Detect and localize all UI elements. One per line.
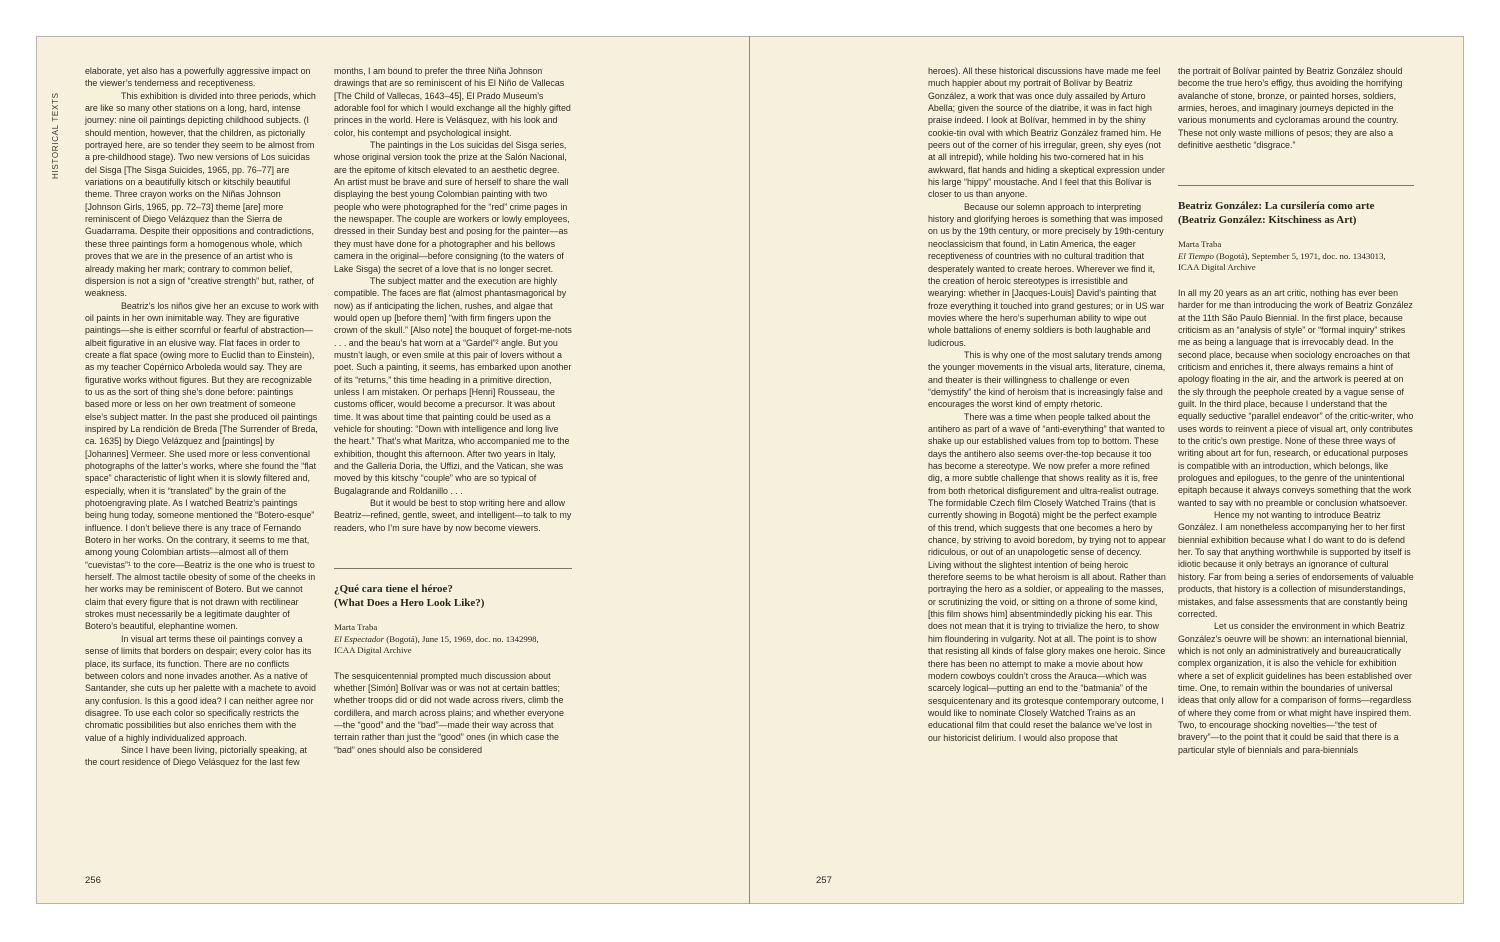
paragraph: Hence my not wanting to introduce Beatriz González. I am nonetheless accompanying her to her first biennial exhibition because what I do want to do is defend her. To say that anything worthwhile is supported by itself is idiotic because it only betrays an ignorance of cultural history. Far from being a series of endorsements of valuable products, that history is a collection of misunderstandings, mistakes, and false assessments that are constantly being corrected. xyxy=(1178,510,1414,619)
paragraph: In all my 20 years as an art critic, nothing has ever been harder for me than introducing the work of Beatriz González at the 11th São Paulo Biennial. In the first place, because criticism as an “analysis of style” or “formal inquiry” strikes me as being a language that is irrevocably dead. In the second place, because when sociology encroaches on that criticism and enriches it, there always remains a hint of apology floating in the air, and the artwork is peered at on the sly through the peephole created by a vague sense of guilt. In the third place, because I understand that the equally seductive “parallel endeavor” of the critic-writer, who uses words to reinvent a piece of visual art, only contributes to the critic’s own prestige. None of these three ways of writing about art for fun, research, or educational purposes is compatible with an introduction, which belongs, like prologues and epilogues, to the genre of the unintentional epitaph because it always conveys something that the work wanted to say with no preamble or conclusion whatsoever. xyxy=(1178,287,1414,508)
paragraph: There was a time when people talked about the antihero as part of a wave of “anti-everything” that wanted to shake up our established values from top to bottom. These days the antihero also seems over-the-top because it too has become a stereotype. We now prefer a more refined dig, a more subtle challenge that shows reality as it is, free from both rhetorical disfigurement and ultra-realist outrage. The formidable Czech film Closely Watched Trains (that is currently showing in Bogotá) might be the perfect example of this trend, which suggests that one becomes a hero by chance, by striving to avoid boredom, by trying not to appear ridiculous, or out of an unapologetic sense of decency. Living without the slightest intention of being heroic therefore seems to be what heroism is all about. Rather than portraying the hero as a soldier, or appealing to the masses, or scrutinizing the void, or sitting on a throne of some kind, [this film shows him] absentmindedly picking his ear. This does not mean that it is trying to trivialize the hero, to show him floundering in vulgarity. Not at all. The point is to show that resisting all kinds of false glory makes one heroic. Since there has been no attempt to make a movie about how modern cowboys couldn’t cross the Arauca—which was scarcely logical—putting an end to the “batmania” of the sesquicentenary and its grotesque contemporary outcome, I would like to nominate Closely Watched Trains as an educational film that could reset the balance we’ve lost in our historicist delirium. I would also propose that xyxy=(928,411,1166,743)
paragraph: elaborate, yet also has a powerfully aggressive impact on the viewer’s tenderness and receptiveness. xyxy=(85,66,311,89)
paragraph: Beatriz’s los niños give her an excuse to work with oil paints in her own inimitable way. They are figurative paintings—she is either scornful or fearful of abstraction—albeit figurative in an elusive way. Flat faces in order to create a flat space (owing more to Euclid than to Einstein), as my teacher Copérnico Arboleda would say. They are figurative works without figures. But they are recognizable to us as the sort of thing she’s done before: paintings based more or less on her own treatment of someone else’s subject matter. In the past she produced oil paintings inspired by La rendición de Breda [The Surrender of Breda, ca. 1635] by Diego Velázquez and [paintings] by [Johannes] Vermeer. She used more or less conventional photographs of the latter’s works, where she found the “flat space” characteristic of light when it is slowly filtered and, especially, when it is “translated” by the grain of the photoengraving plate. As I watched Beatriz’s paintings being hung today, someone mentioned the “Botero-esque” influence. I don’t believe there is any trace of Fernando Botero in her works. On the contrary, it seems to me that, among young Colombian artists—almost all of them “cuevistas”¹ to the core—Beatriz is the one who is truest to herself. The almost tactile obesity of some of the cheeks in her works may be reminiscent of Botero. But we cannot claim that every figure that is not drawn with rectilinear strokes must necessarily be a legitimate daughter of Botero’s beautiful, elephantine women. xyxy=(85,300,319,632)
section-source xyxy=(1178,239,1414,274)
running-head: HISTORICAL TEXTS xyxy=(51,92,60,179)
section-title xyxy=(334,583,572,610)
section-source xyxy=(334,622,572,657)
section-title-spanish: ¿Qué cara tiene el héroe? xyxy=(334,583,453,596)
paragraph: Since I have been living, pictorially speaking, at the court residence of Diego Velásquez for the last few xyxy=(85,744,307,768)
source-archive: ICAA Digital Archive xyxy=(1178,262,1256,273)
paragraph: The subject matter and the execution are highly compatible. The faces are flat (almost phantasmagorical by now) as if anticipating the lichen, rushes, and algae that would open up [before them] “with firm fingers upon the crown of the skull.” [Also note] the bouquet of forget-me-nots . . . and the beau’s hat worn at a “Gardel”² angle. But you mustn’t laugh, or even smile at this pair of lovers without a poet. Such a painting, it seems, has embarked upon another of its “returns,” this time heading in a primitive direction, unless I am mistaken. Or perhaps [Henri] Rousseau, the customs officer, would become a precursor. It was about time. It was about time that painting could be used as a vehicle for shouting: “Down with intelligence and long live the heart.” That’s what Maritza, who accompanied me to the exhibition, thought this afternoon. After two years in Italy, and the Galleria Doria, the Uffizi, and the Vatican, she was moved by this kitschy “couple” who are so typical of Bugalagrande and Roldanillo . . . xyxy=(334,275,572,496)
right-page-column-2 xyxy=(1178,65,1414,756)
paragraph: the portrait of Bolívar painted by Beatriz González should become the true hero’s effigy, thus avoiding the horrifying avalanche of stone, bronze, or painted horses, soldiers, armies, heroes, and imaginary journeys depicted in the various monuments and cycloramas around the country. These not only waste millions of pesos; they are also a definitive aesthetic “disgrace.” xyxy=(1178,66,1403,151)
left-page-column-2 xyxy=(334,65,572,756)
paragraph: heroes). All these historical discussions have made me feel much happier about my portrait of Bolívar by Beatriz González, a work that was once duly assailed by Arturo Abella; given the source of the diatribe, it was in fact high praise indeed. I look at Bolívar, hemmed in by the shiny cookie-tin oval with which Beatriz González framed him. He peers out of the corner of his irregular, green, shy eyes (not at all intrepid), while holding his two-cornered hat in his awkward, flat hands and hiding a skeptical expression under his large “hippy” moustache. And I feel that this Bolívar is closer to us than anyone. xyxy=(928,66,1165,200)
right-page xyxy=(750,36,1464,904)
source-details: (Bogotá), June 15, 1969, doc. no. 1342998, xyxy=(384,633,539,644)
section-divider xyxy=(334,568,572,569)
paragraph: But it would be best to stop writing here and allow Beatriz—refined, gentle, sweet, and intelligent—to talk to my readers, who I’m sure have by now become viewers. xyxy=(334,498,572,533)
paragraph: This is why one of the most salutary trends among the younger movements in the visual arts, literature, cinema, and theater is their willingness to challenge or even “demystify” the kind of heroism that is increasingly false and encourages the worst kind of empty rhetoric. xyxy=(928,349,1166,410)
section-title xyxy=(1178,200,1414,227)
left-page-column-1 xyxy=(85,65,319,769)
section-title-english: (What Does a Hero Look Like?) xyxy=(334,596,485,609)
section-author: Marta Traba xyxy=(1178,239,1222,250)
left-page xyxy=(36,36,750,904)
paragraph: Because our solemn approach to interpreting history and glorifying heroes is something that was imposed on us by the 19th century, or more precisely by 19th-century neoclassicism that found, in Latin America, the eager receptiveness of countries with no cultural tradition that desperately wanted to create heroes. Wherever we find it, the creation of heroic stereotypes is irresistible and wearying: whether in [Jacques-Louis] David’s painting that froze everything it touched into grand gestures; or in US war movies where the hero’s superhuman ability to wipe out whole battalions of enemy soldiers is both laughable and ludicrous. xyxy=(928,201,1165,348)
paragraph: In visual art terms these oil paintings convey a sense of limits that borders on despair; every color has its place, its surface, its function. There are no conflicts between colors and none invades another. As a native of Santander, she cuts up her palette with a machete to avoid any confusion. Is this a good idea? I can neither agree nor disagree. To use each color so specifically restricts the chromatic possibilities but also enriches them with the value of a highly individualized approach. xyxy=(85,633,316,743)
source-publication: El Espectador xyxy=(334,633,385,644)
source-publication: El Tiempo xyxy=(1178,250,1214,261)
source-details: (Bogotá), September 5, 1971, doc. no. 1343013, xyxy=(1213,250,1386,261)
paragraph: The sesquicentennial prompted much discussion about whether [Simón] Bolívar was or was not at certain battles; whether troops did or did not wade across rivers, climb the cordillera, and march across plains; and whether everyone—the “good” and the “bad”—made their way across that terrain rather than just the “good” ones (in which case the “bad” ones should also be considered xyxy=(334,670,564,755)
paragraph: Let us consider the environment in which Beatriz González’s oeuvre will be shown: an international biennial, which is not only an administratively and bureaucratically complex organization, it is also the vehicle for exhibition where a set of explicit guidelines has been established over time. One, to remain within the boundaries of universal ideas that only allow for a comparison of forms—regardless of where they come from or what might have inspired them. Two, to encourage shocking novelties—“the test of bravery”—to the point that it could be said that there is a particular style of biennials and para-biennials xyxy=(1178,621,1412,755)
page-number: 256 xyxy=(85,875,101,886)
section-title-spanish: Beatriz González: La cursilería como arte xyxy=(1178,200,1375,213)
section-title-english: (Beatriz González: Kitschiness as Art) xyxy=(1178,213,1357,226)
paragraph: This exhibition is divided into three periods, which are like so many other stations on a long, hard, intense journey: nine oil paintings depicting childhood subjects. (I should mention, however, that the children, as pictorially portrayed here, are so tender they seem to be almost from a pre-childhood stage). Two new versions of Los suicidas del Sisga [The Sisga Suicides, 1965, pp. 76–77] are variations on a beautifully kitsch or kitschily beautiful theme. Three crayon works on the Niñas Johnson [Johnson Girls, 1965, pp. 72–73] theme [are] more reminiscent of Diego Velázquez than the Sierra de Guadarrama. Despite their oppositions and contradictions, these three paintings form a homogenous whole, which proves that we are in the presence of an artist who is already making her mark; contrary to common belief, dispersion is not a sign of “creative strength” but, rather, of weakness. xyxy=(85,90,316,299)
source-archive: ICAA Digital Archive xyxy=(334,645,412,656)
right-page-column-1 xyxy=(928,65,1166,744)
section-author: Marta Traba xyxy=(334,622,378,633)
section-divider xyxy=(1178,185,1414,186)
page-number: 257 xyxy=(816,875,832,886)
paragraph: The paintings in the Los suicidas del Sisga series, whose original version took the prize at the Salón Nacional, are the epitome of kitsch elevated to an aesthetic degree. An artist must be brave and sure of herself to share the wall displaying the best young Colombian painting with two people who were photographed for the “red” crime pages in the newspaper. The couple are workers or lowly employees, dressed in their Sunday best and posing for the painter—as they must have done for a photographer and his bellows camera in the original—before consigning (to the waters of Lake Sisga) the secret of a love that is no longer secret. xyxy=(334,140,570,274)
paragraph: months, I am bound to prefer the three Niña Johnson drawings that are so reminiscent of his El Niño de Vallecas [The Child of Vallecas, 1643–45], El Prado Museum’s adorable fool for which I would exchange all the highly gifted princes in the world. Here is Velásquez, with his look and color, his contempt and psychological insight. xyxy=(334,66,571,138)
